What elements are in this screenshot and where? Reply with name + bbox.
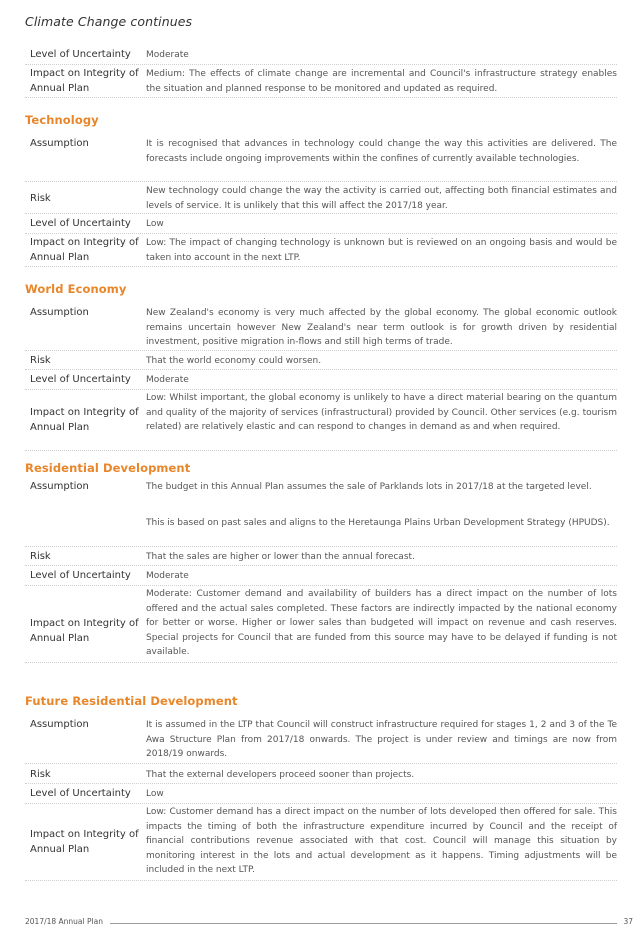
- row-divider: [25, 546, 617, 547]
- technology-risk-value: New technology could change the way the activity is carried out, affecting both financial estimates and levels of service. It is unlikely that this will affect the 2017/18 year.: [146, 186, 617, 211]
- technology-uncertainty-label: Level of Uncertainty: [30, 218, 131, 229]
- future-residential-risk-label: Risk: [30, 769, 51, 780]
- climate-uncertainty-label: Level of Uncertainty: [30, 49, 131, 60]
- future-residential-assumption-label: Assumption: [30, 719, 89, 730]
- row-divider: [25, 266, 617, 267]
- technology-risk-label: Risk: [30, 193, 51, 204]
- technology-assumption-row: [25, 137, 617, 182]
- future-residential-risk-row: [25, 768, 617, 784]
- row-divider: [25, 662, 617, 663]
- row-divider: [25, 880, 617, 881]
- residential-uncertainty-label: Level of Uncertainty: [30, 570, 131, 581]
- row-divider: [25, 450, 617, 451]
- section-title-residential-development: Residential Development: [25, 461, 191, 475]
- climate-impact-label: Impact on Integrity of Annual Plan: [30, 68, 139, 94]
- climate-uncertainty-row: [25, 48, 617, 65]
- world-economy-assumption-value: New Zealand's economy is very much affected by the global economy. The global economic outlook remains uncertain however New Zealand's near term outlook is for growth driven by residential investment, positive migration in-flows and still high terms of trade.: [146, 308, 617, 347]
- future-residential-impact-value: Low: Customer demand has a direct impact on the number of lots developed then offered for sale. This impacts the timing of both the infrastructure expenditure incurred by Council and the receipt of financial contributions revenue associated with that cost. Council will manage this situation by monitoring interest in the lots and actual development as it happens. Timing adjustments will be included in the next LTP.: [146, 807, 617, 875]
- residential-assumption-label: Assumption: [30, 481, 89, 492]
- page-heading: Climate Change continues: [25, 14, 193, 29]
- residential-impact-value: Moderate: Customer demand and availability of builders has a direct impact on the number of lots offered and the actual sales completed. These factors are indirectly impacted by the national economy for better or worse. Higher or lower sales than budgeted will impact on revenue and cash reserves. Special projects for Council that are funded from this source may have to be delayed if funding is not available.: [146, 589, 617, 657]
- world-economy-impact-label: Impact on Integrity of Annual Plan: [30, 407, 139, 433]
- row-divider: [25, 389, 617, 390]
- footer-text: 2017/18 Annual Plan: [25, 917, 103, 926]
- row-divider: [25, 783, 617, 784]
- technology-assumption-label: Assumption: [30, 138, 89, 149]
- world-economy-impact-row: [25, 391, 617, 451]
- page-number: 37: [623, 917, 633, 926]
- residential-risk-value: That the sales are higher or lower than the annual forecast.: [146, 552, 415, 562]
- technology-impact-row: [25, 236, 617, 267]
- residential-risk-label: Risk: [30, 551, 51, 562]
- technology-uncertainty-value: Low: [146, 219, 164, 229]
- row-divider: [25, 763, 617, 764]
- residential-impact-label: Impact on Integrity of Annual Plan: [30, 618, 139, 644]
- residential-impact-row: [25, 587, 617, 663]
- future-residential-risk-value: That the external developers proceed sooner than projects.: [146, 770, 415, 780]
- residential-assumption-value-2: This is based on past sales and aligns to the Heretaunga Plains Urban Development Strategy (HPUDS).: [146, 518, 610, 528]
- world-economy-risk-row: [25, 354, 617, 370]
- row-divider: [25, 350, 617, 351]
- row-divider: [25, 369, 617, 370]
- technology-risk-row: [25, 184, 617, 214]
- climate-impact-row: [25, 67, 617, 98]
- row-divider: [25, 803, 617, 804]
- future-residential-uncertainty-label: Level of Uncertainty: [30, 788, 131, 799]
- world-economy-uncertainty-value: Moderate: [146, 375, 189, 385]
- row-divider: [25, 97, 617, 98]
- technology-impact-value: Low: The impact of changing technology is unknown but is reviewed on an ongoing basis and would be taken into account in the next LTP.: [146, 238, 617, 263]
- technology-uncertainty-row: [25, 217, 617, 234]
- page-footer: [25, 915, 633, 929]
- world-economy-risk-label: Risk: [30, 355, 51, 366]
- section-title-world-economy: World Economy: [25, 282, 127, 296]
- technology-assumption-value: It is recognised that advances in technology could change the way this activities are delivered. The forecasts include ongoing improvements within the confines of currently available technologies.: [146, 139, 617, 164]
- row-divider: [25, 233, 617, 234]
- future-residential-assumption-value: It is assumed in the LTP that Council will construct infrastructure required for stages 1, 2 and 3 of the Te Awa Structure Plan from 2017/18 onwards. The project is under review and timings are now from 2018/19 onwards.: [146, 720, 617, 759]
- row-divider: [25, 64, 617, 65]
- technology-impact-label: Impact on Integrity of Annual Plan: [30, 237, 139, 263]
- climate-uncertainty-value: Moderate: [146, 50, 189, 60]
- footer-rule: [110, 923, 617, 924]
- residential-uncertainty-row: [25, 569, 617, 586]
- world-economy-assumption-row: [25, 306, 617, 351]
- row-divider: [25, 181, 617, 182]
- row-divider: [25, 585, 617, 586]
- row-divider: [25, 213, 617, 214]
- climate-impact-value: Medium: The effects of climate change are incremental and Council's infrastructure strategy enables the situation and planned response to be monitored and updated as required.: [146, 69, 617, 94]
- world-economy-uncertainty-row: [25, 373, 617, 390]
- residential-assumption-row: [25, 480, 617, 511]
- residential-uncertainty-value: Moderate: [146, 571, 189, 581]
- world-economy-risk-value: That the world economy could worsen.: [146, 356, 322, 366]
- future-residential-assumption-row: [25, 718, 617, 764]
- world-economy-assumption-label: Assumption: [30, 307, 89, 318]
- residential-risk-row: [25, 550, 617, 566]
- future-residential-impact-row: [25, 805, 617, 881]
- residential-assumption-row-continued: [25, 516, 617, 547]
- residential-assumption-value: The budget in this Annual Plan assumes the sale of Parklands lots in 2017/18 at the targeted level.: [146, 482, 592, 492]
- world-economy-uncertainty-label: Level of Uncertainty: [30, 374, 131, 385]
- section-title-future-residential-development: Future Residential Development: [25, 694, 238, 708]
- world-economy-impact-value: Low: Whilst important, the global economy is unlikely to have a direct material bearing on the quantum and quality of the majority of services (infrastructural) provided by Council. Other services (e.g. tourism related) are relatively elastic and can respond to changes in demand as and when required.: [146, 393, 617, 432]
- row-divider: [25, 565, 617, 566]
- section-title-technology: Technology: [25, 113, 99, 127]
- future-residential-uncertainty-value: Low: [146, 789, 164, 799]
- future-residential-impact-label: Impact on Integrity of Annual Plan: [30, 829, 139, 855]
- future-residential-uncertainty-row: [25, 787, 617, 804]
